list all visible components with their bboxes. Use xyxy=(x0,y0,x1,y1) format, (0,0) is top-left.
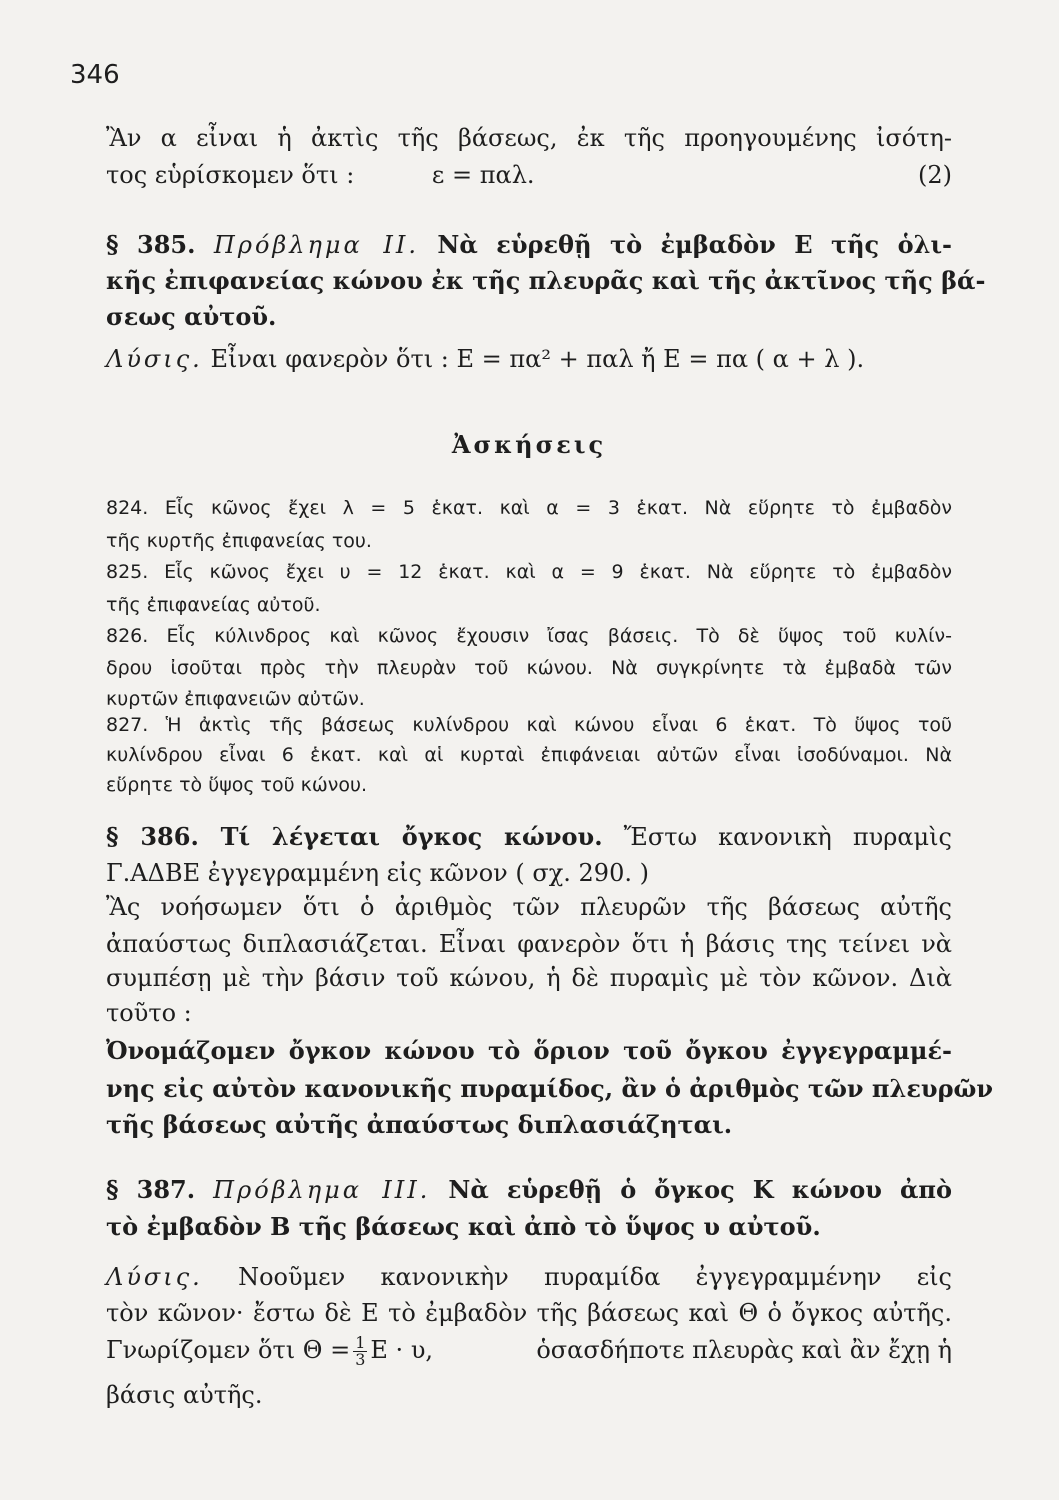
text-line: Ἂς νοήσωμεν ὅτι ὁ ἀριθμὸς τῶν πλευρῶν τῆς βάσεως αὐτῆς xyxy=(106,893,952,921)
problem-title-line: σεως αὐτοῦ. xyxy=(106,302,277,331)
section-number: § 385. xyxy=(106,230,196,259)
solution-text: Εἶναι φανερὸν ὅτι : Ε = πα² + παλ ἤ Ε = πα ( α + λ ). xyxy=(210,345,865,373)
formula: ε = παλ. xyxy=(431,161,535,189)
solution-line xyxy=(106,1262,952,1292)
solution-label: Λύσις. xyxy=(106,345,203,373)
text-fragment: Γνωρίζομεν ὅτι Θ = xyxy=(106,1336,351,1364)
exercise-line: κυλίνδρου εἶναι 6 ἑκατ. καὶ αἱ κυρταὶ ἐπιφάνειαι αὐτῶν εἶναι ἰσοδύναμοι. Νὰ xyxy=(106,744,952,766)
text-fragment: ὁσασδήποτε πλευρὰς καὶ ἂν ἔχῃ ἡ xyxy=(536,1336,952,1364)
text-line xyxy=(106,160,952,190)
formula-line xyxy=(106,1335,952,1368)
page-number: 346 xyxy=(70,60,120,90)
solution-label: Λύσις. xyxy=(106,1263,203,1291)
equation-number: (2) xyxy=(918,161,952,189)
problem-title: Νὰ εὑρεθῇ ὁ ὄγκος Κ κώνου ἀπὸ xyxy=(448,1175,953,1204)
problem-title: Νὰ εὑρεθῇ τὸ ἐμβαδὸν Ε τῆς ὁλι- xyxy=(437,230,953,259)
problem-title-line: κῆς ἐπιφανείας κώνου ἐκ τῆς πλευρᾶς καὶ τῆς ἀκτῖνος τῆς βά- xyxy=(106,266,986,295)
section-386-heading xyxy=(106,822,952,852)
exercises-heading: Ἀσκήσεις xyxy=(451,430,607,459)
text-line: Ἂν α εἶναι ἡ ἀκτὶς τῆς βάσεως, ἐκ τῆς προηγουμένης ἰσότη- xyxy=(106,124,952,152)
problem-title-line: τὸ ἐμβαδὸν Β τῆς βάσεως καὶ ἀπὸ τὸ ὕψος υ αὐτοῦ. xyxy=(106,1212,821,1241)
exercise-line: κυρτῶν ἐπιφανειῶν αὐτῶν. xyxy=(106,688,365,710)
exercise-824: 824. Εἷς κῶνος ἔχει λ = 5 ἑκατ. καὶ α = 3 ἑκατ. Νὰ εὕρητε τὸ ἐμβαδὸν xyxy=(106,497,952,519)
solution-line xyxy=(106,344,952,374)
definition-line: τῆς βάσεως αὐτῆς ἀπαύστως διπλασιάζηται. xyxy=(106,1110,733,1139)
exercise-line: τῆς κυρτῆς ἐπιφανείας του. xyxy=(106,530,372,552)
exercise-827: 827. Ἡ ἀκτὶς τῆς βάσεως κυλίνδρου καὶ κώνου εἶναι 6 ἑκατ. Τὸ ὕψος τοῦ xyxy=(106,714,952,736)
text-fragment: τος εὑρίσκομεν ὅτι : xyxy=(106,161,355,189)
section-387-heading xyxy=(106,1175,952,1205)
text-line: βάσις αὐτῆς. xyxy=(106,1381,263,1409)
problem-label: Πρόβλημα ΙΙΙ. xyxy=(213,1176,431,1204)
text-line: Γ.ΑΔΒΕ ἐγγεγραμμένη εἰς κῶνον ( σχ. 290. ) xyxy=(106,859,649,887)
text-line: τοῦτο : xyxy=(106,999,192,1027)
section-number: § 387. xyxy=(106,1175,196,1204)
exercise-line: τῆς ἐπιφανείας αὐτοῦ. xyxy=(106,594,321,616)
text-fragment: Ε · υ, xyxy=(370,1336,434,1364)
exercise-line: εὕρητε τὸ ὕψος τοῦ κώνου. xyxy=(106,774,368,796)
text-line: συμπέσῃ μὲ τὴν βάσιν τοῦ κώνου, ἡ δὲ πυραμὶς μὲ τὸν κῶνον. Διὰ xyxy=(106,964,952,992)
definition-line: Ὀνομάζομεν ὄγκον κώνου τὸ ὅριον τοῦ ὄγκου ἐγγεγραμμέ- xyxy=(106,1036,952,1065)
text-line: τὸν κῶνον· ἔστω δὲ Ε τὸ ἐμβαδὸν τῆς βάσεως καὶ Θ ὁ ὄγκος αὐτῆς. xyxy=(106,1299,952,1327)
definition-line: νης εἰς αὐτὸν κανονικῆς πυραμίδος, ἂν ὁ ἀριθμὸς τῶν πλευρῶν xyxy=(106,1074,994,1103)
section-385-heading xyxy=(106,230,952,260)
problem-label: Πρόβλημα ΙΙ. xyxy=(213,231,419,259)
section-title: § 386. Τί λέγεται ὄγκος κώνου. xyxy=(106,822,603,851)
exercise-825: 825. Εἷς κῶνος ἔχει υ = 12 ἑκατ. καὶ α = 9 ἑκατ. Νὰ εὕρητε τὸ ἐμβαδὸν xyxy=(106,561,952,583)
fraction xyxy=(353,1335,367,1368)
exercise-line: δρου ἰσοῦται πρὸς τὴν πλευρὰν τοῦ κώνου. Νὰ συγκρίνητε τὰ ἐμβαδὰ τῶν xyxy=(106,657,952,679)
text-fragment: Ἔστω κανονικὴ πυραμὶς xyxy=(623,823,952,851)
fraction-numerator: 1 xyxy=(355,1333,366,1352)
text-line: ἀπαύστως διπλασιάζεται. Εἶναι φανερὸν ὅτι ἡ βάσις της τείνει νὰ xyxy=(106,930,952,958)
exercise-826: 826. Εἷς κύλινδρος καὶ κῶνος ἔχουσιν ἴσας βάσεις. Τὸ δὲ ὕψος τοῦ κυλίν- xyxy=(106,625,952,647)
fraction-denominator: 3 xyxy=(355,1350,366,1369)
solution-text: Νοοῦμεν κανονικὴν πυραμίδα ἐγγεγραμμένην εἰς xyxy=(238,1263,952,1291)
